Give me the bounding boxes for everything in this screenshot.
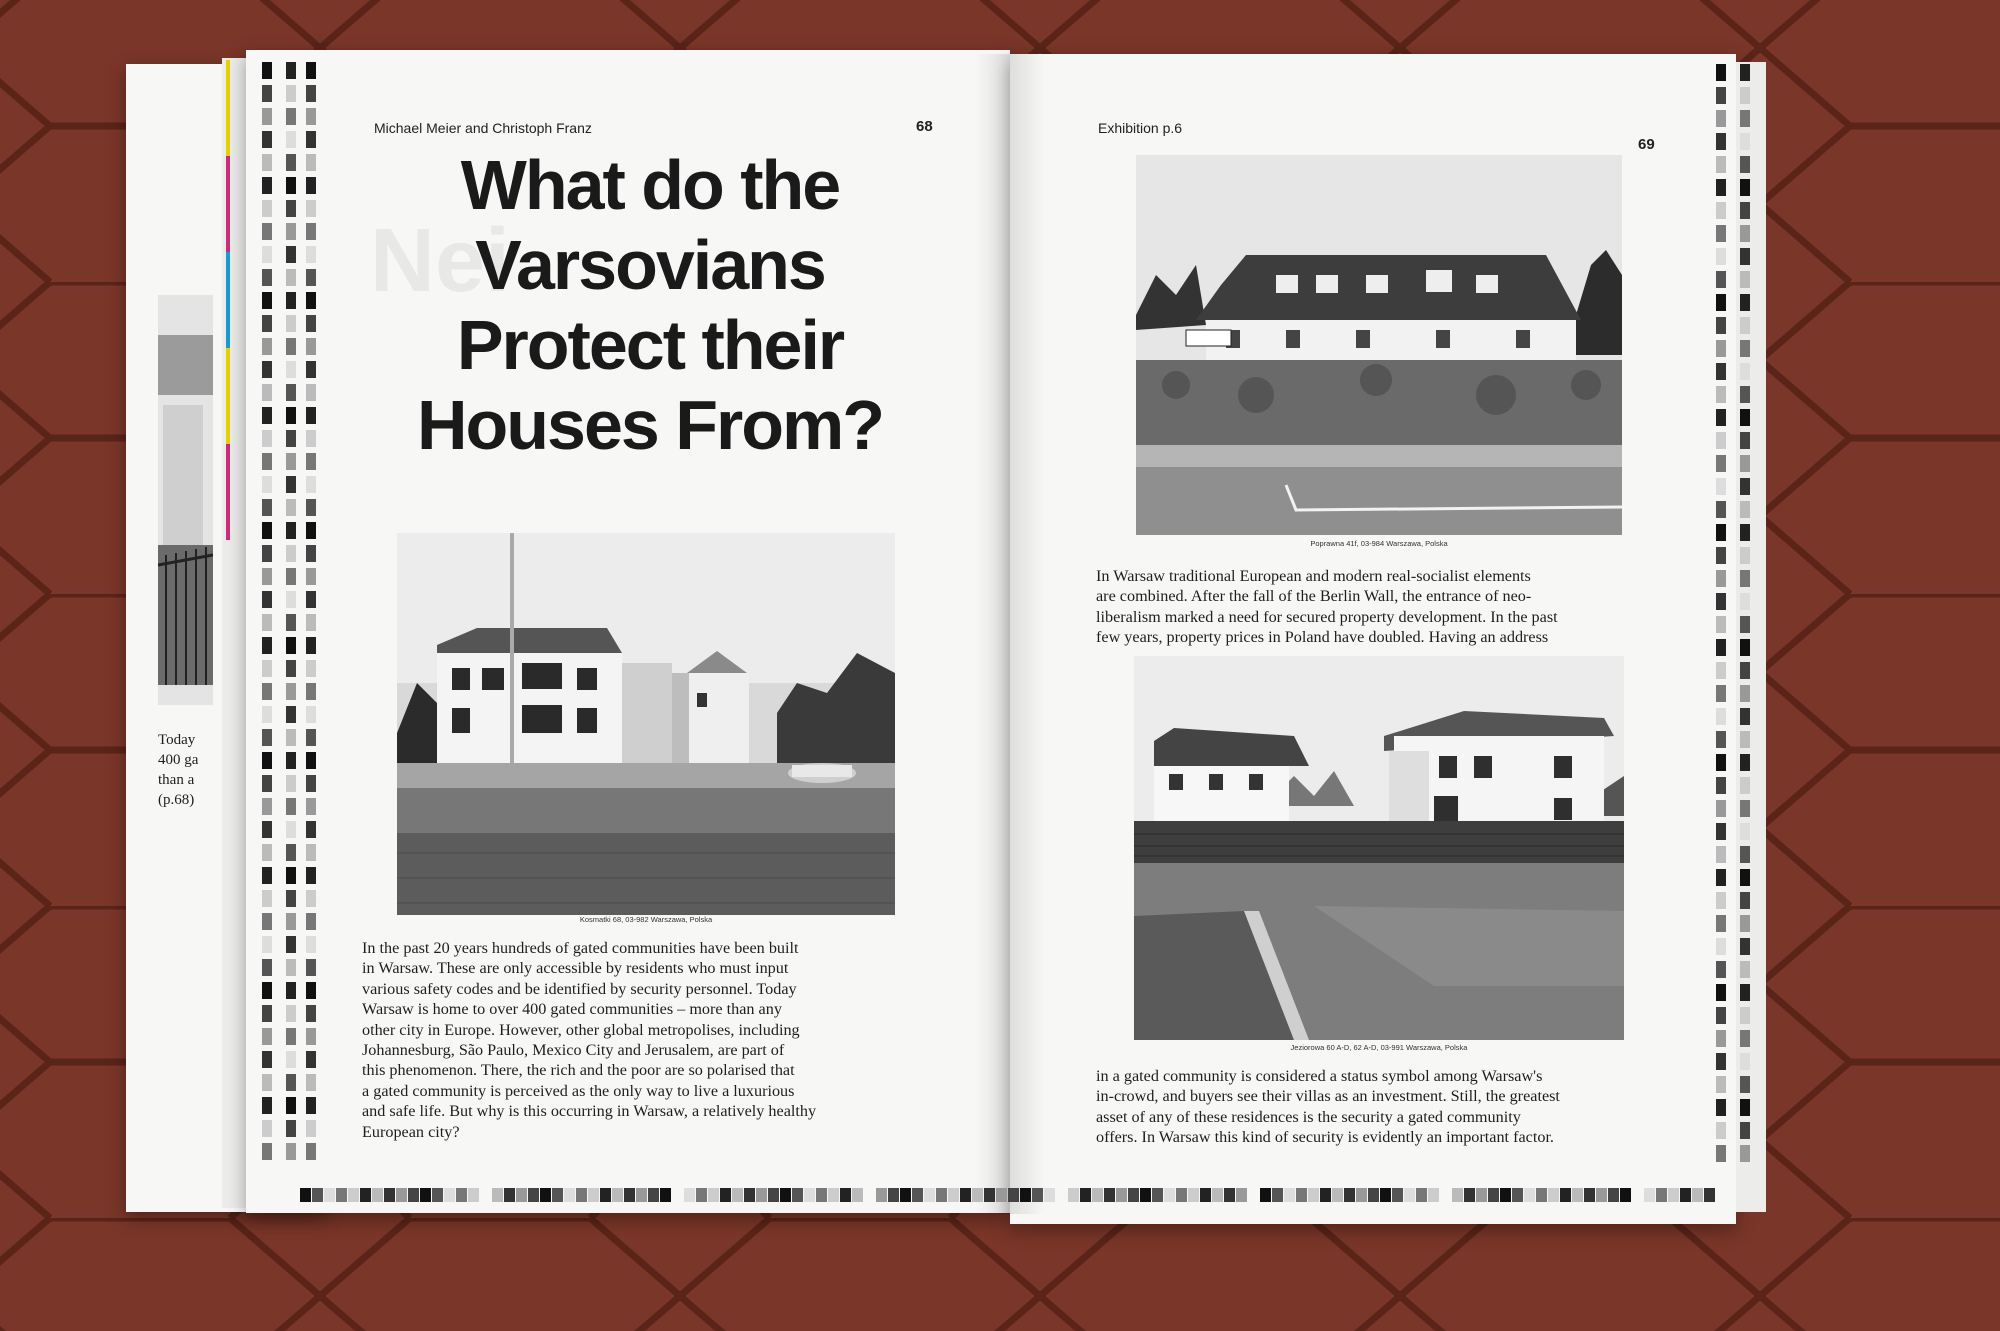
registration-bar-bottom bbox=[300, 1184, 1720, 1206]
body-line: in a gated community is considered a status symbol among Warsaw's bbox=[1096, 1067, 1543, 1085]
body-line: Johannesburg, São Paulo, Mexico City and Jerusalem, are part of bbox=[362, 1041, 785, 1060]
exhibition-header: Exhibition p.6 bbox=[1098, 120, 1183, 136]
page-number-left: 68 bbox=[916, 118, 933, 135]
snippet-line: than a bbox=[158, 772, 195, 788]
spine-shadow bbox=[975, 54, 1045, 1214]
body-line: few years, property prices in Poland have doubled. Having an address bbox=[1096, 628, 1549, 647]
photo-kosmatki bbox=[397, 533, 895, 915]
body-line: other city in Europe. However, other global metropolises, including bbox=[362, 1020, 800, 1039]
right-body-paragraph-1 bbox=[1096, 566, 1676, 648]
right-body-paragraph-2 bbox=[1096, 1066, 1676, 1148]
photo-caption-left: Kosmatki 68, 03-982 Warszawa, Polska bbox=[579, 915, 713, 924]
photo-poprawna bbox=[1136, 155, 1622, 535]
body-line: liberalism marked a need for secured property development. In the past bbox=[1096, 607, 1558, 626]
body-line: a gated community is perceived as the only way to live a luxurious bbox=[362, 1081, 795, 1100]
title-line: Protect their bbox=[456, 306, 844, 384]
title-line: Varsovians bbox=[475, 226, 825, 304]
page-number-right: 69 bbox=[1638, 136, 1655, 153]
print-color-marks bbox=[226, 60, 230, 540]
photo-caption-right-2: Jeziorowa 60 A-D, 62 A-D, 03-991 Warszawa, Polska bbox=[1290, 1043, 1468, 1052]
body-line: and safe life. But why is this occurring in Warsaw, a relatively healthy bbox=[362, 1102, 817, 1121]
registration-bar-left bbox=[256, 62, 318, 1192]
body-line: various safety codes and be identified by security personnel. Today bbox=[362, 979, 797, 998]
snippet-line: 400 ga bbox=[158, 752, 199, 768]
body-line: Warsaw is home to over 400 gated communities – more than any bbox=[362, 1000, 782, 1019]
snippet-line: Today bbox=[158, 732, 196, 748]
body-line: in-crowd, and buyers see their villas as an investment. Still, the greatest bbox=[1096, 1087, 1560, 1106]
body-line: in Warsaw. These are only accessible by residents who must input bbox=[362, 959, 789, 978]
body-line: European city? bbox=[362, 1122, 460, 1141]
body-line: asset of any of these residences is the security a gated community bbox=[1096, 1107, 1521, 1126]
photo-jeziorowa bbox=[1134, 656, 1624, 1040]
registration-bar-right bbox=[1712, 64, 1764, 1194]
article-title bbox=[380, 145, 920, 465]
author-header: Michael Meier and Christoph Franz bbox=[374, 120, 592, 136]
body-line: are combined. After the fall of the Berlin Wall, the entrance of neo- bbox=[1096, 587, 1532, 606]
snippet-line: (p.68) bbox=[158, 792, 195, 808]
body-line: offers. In Warsaw this kind of security is evidently an important factor. bbox=[1096, 1128, 1554, 1147]
body-line: this phenomenon. There, the rich and the poor are so polarised that bbox=[362, 1061, 795, 1080]
title-line: Houses From? bbox=[416, 386, 884, 464]
back-page-photo bbox=[158, 295, 213, 705]
left-body-text bbox=[362, 938, 922, 1142]
photo-caption-right-1: Poprawna 41f, 03-984 Warszawa, Polska bbox=[1310, 539, 1448, 548]
body-line: In the past 20 years hundreds of gated communities have been built bbox=[362, 939, 799, 957]
body-line: In Warsaw traditional European and modern real-socialist elements bbox=[1096, 567, 1531, 585]
title-line: What do the bbox=[460, 146, 840, 224]
back-page-snippet bbox=[158, 730, 213, 810]
show-through-text: Nei bbox=[370, 211, 511, 311]
